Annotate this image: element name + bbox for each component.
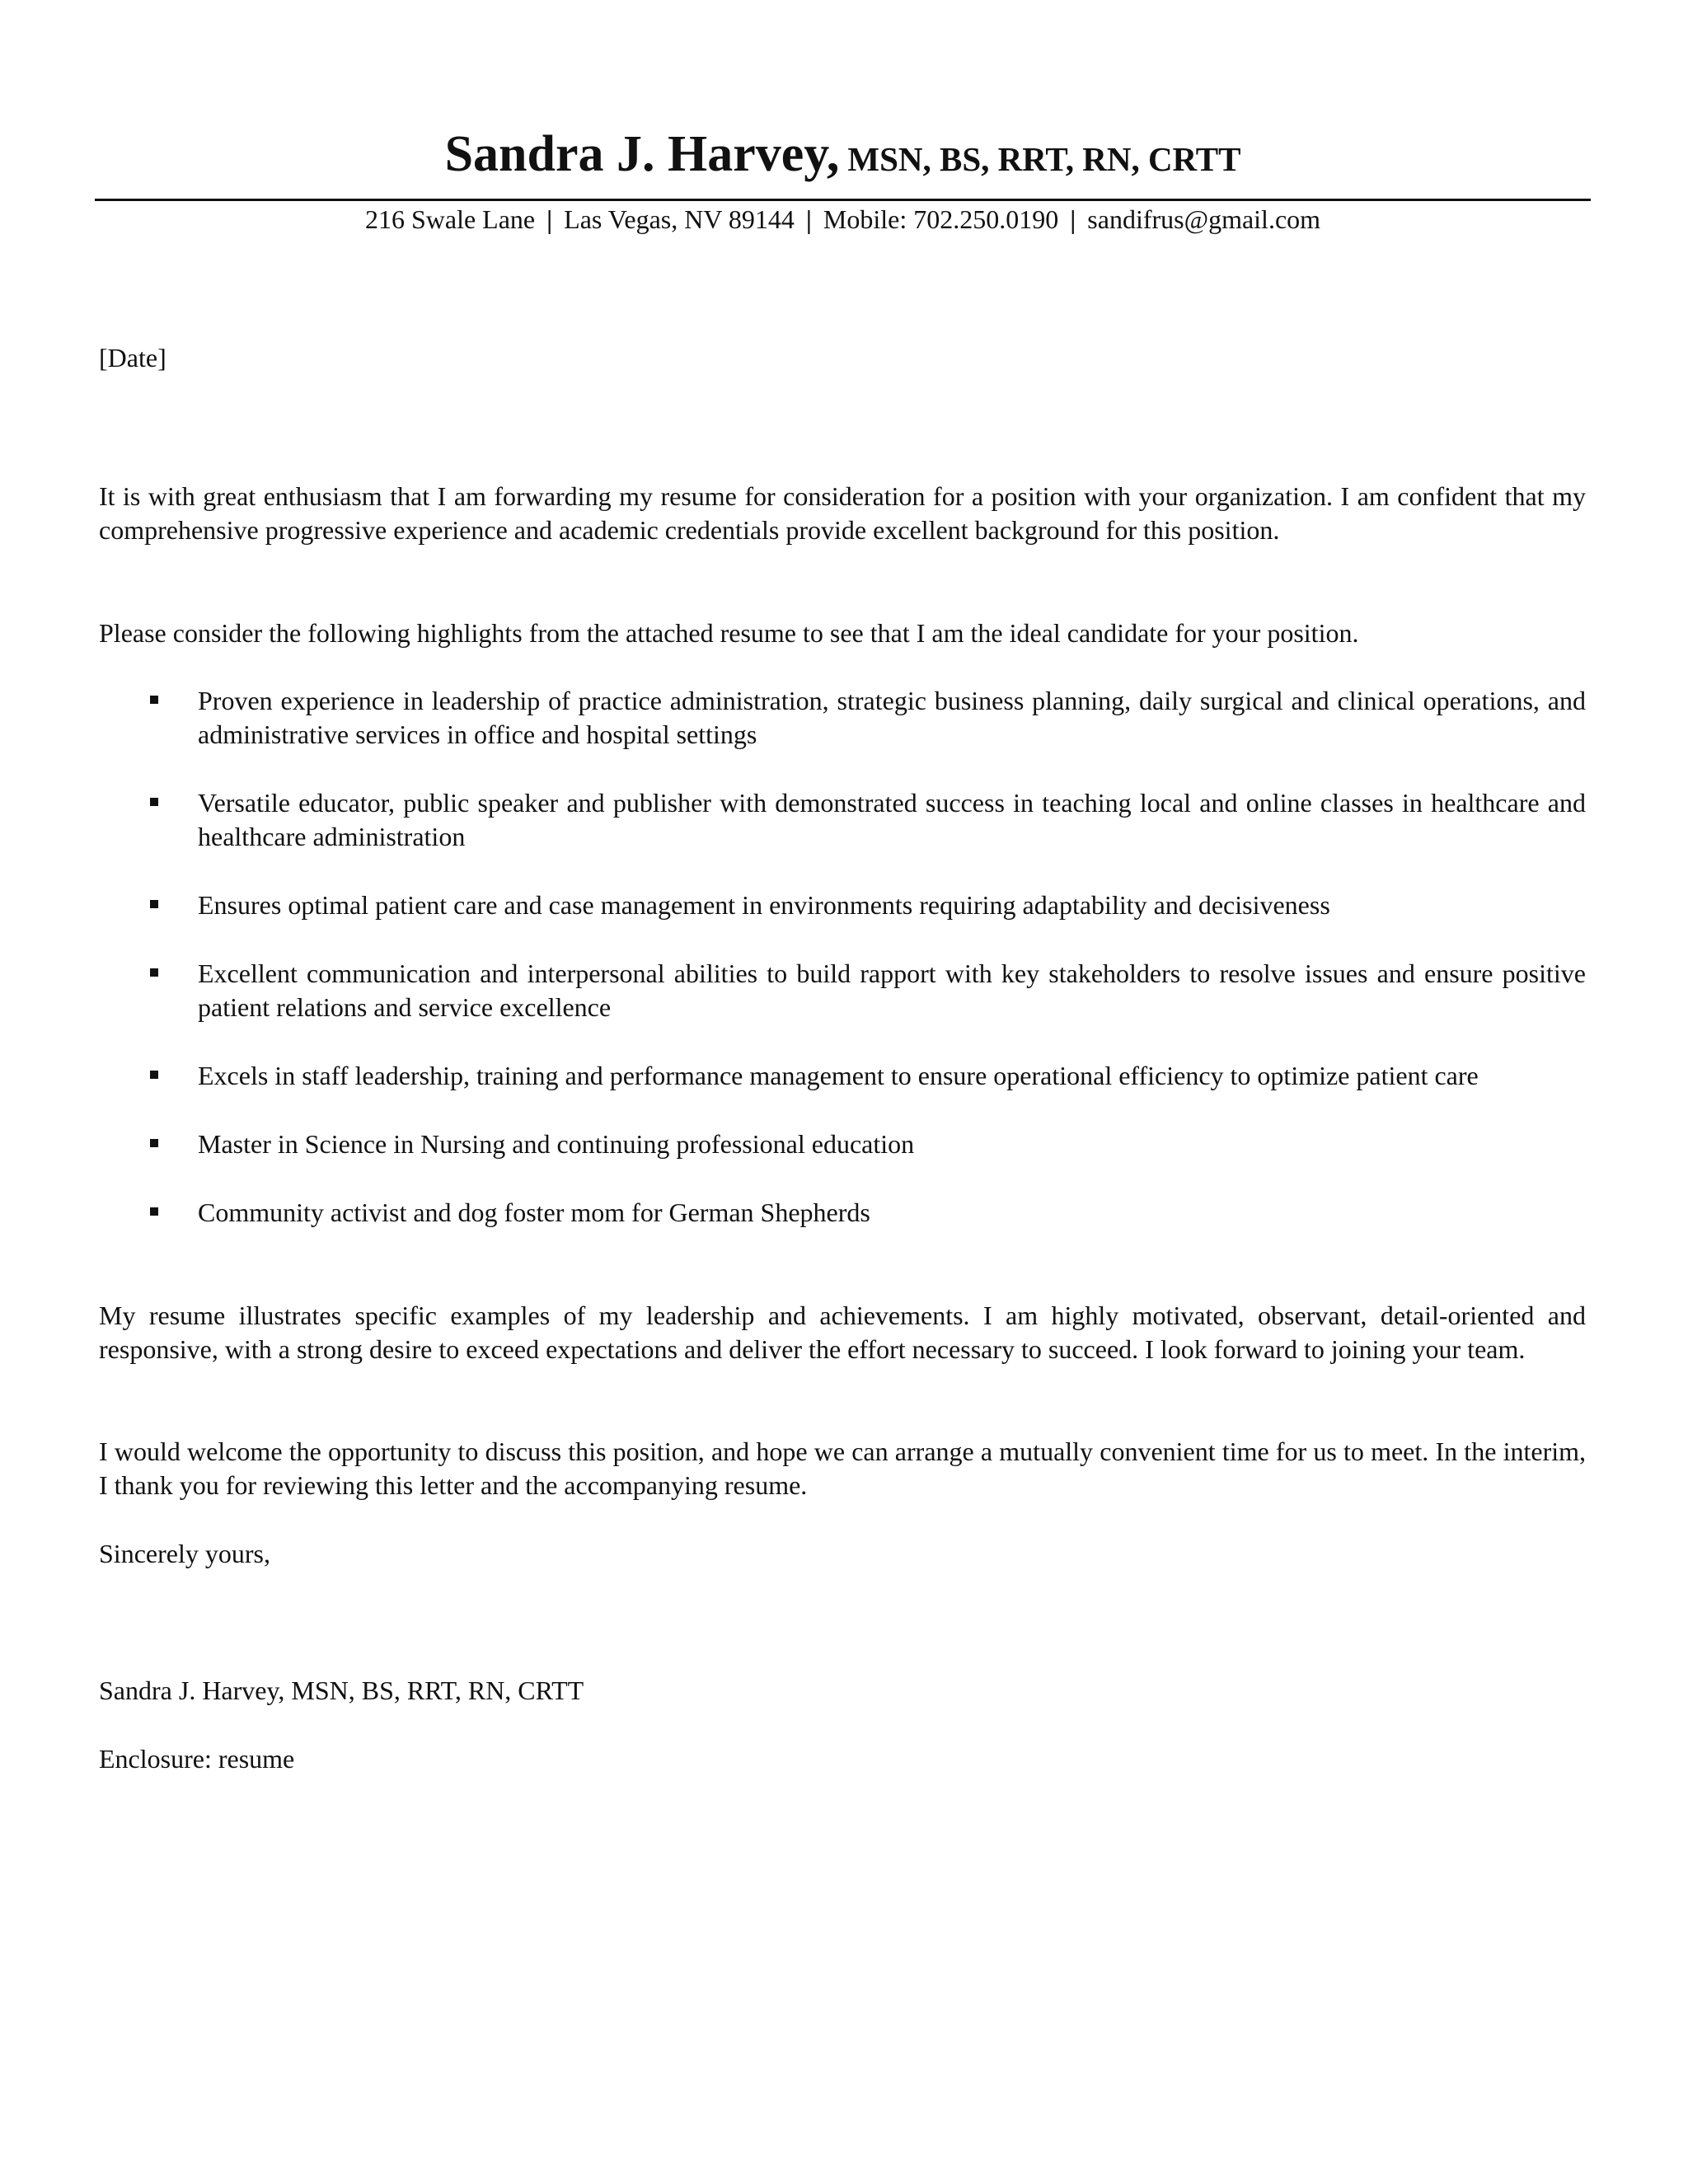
- contact-address: 216 Swale Lane: [364, 204, 536, 234]
- highlights-list: [99, 684, 1586, 1264]
- highlight-item: [99, 684, 1586, 752]
- highlight-item: [99, 1127, 1586, 1161]
- signature-line: Sandra J. Harvey, MSN, BS, RRT, RN, CRTT: [99, 1675, 584, 1705]
- highlight-item: [99, 888, 1586, 922]
- square-bullet-icon: [150, 900, 158, 908]
- applicant-name: Sandra J. Harvey,: [444, 126, 840, 182]
- highlight-text: Ensures optimal patient care and case management in environments requiring adaptability and decisiveness: [198, 890, 1330, 920]
- square-bullet-icon: [150, 798, 158, 806]
- intro-paragraph: It is with great enthusiasm that I am forwarding my resume for consideration for a position with your organization. I am confident that my comprehensive progressive experience and academic credentials provide excellent background for this position.: [99, 481, 1586, 545]
- square-bullet-icon: [150, 1071, 158, 1079]
- square-bullet-icon: [150, 696, 158, 704]
- highlight-item: [99, 786, 1586, 854]
- enclosure-line: Enclosure: resume: [99, 1744, 295, 1774]
- highlight-item: [99, 1196, 1586, 1230]
- contact-line: [95, 204, 1591, 235]
- highlight-text: Versatile educator, public speaker and publisher with demonstrated success in teaching local and online classes in healthcare and healthcare administration: [198, 788, 1586, 851]
- contact-separator: |: [805, 204, 812, 234]
- contact-email[interactable]: sandifrus@gmail.com: [1087, 204, 1321, 234]
- resume-paragraph: My resume illustrates specific examples of my leadership and achievements. I am highly motivated, observant, detail-oriented and responsive, with a strong desire to exceed expectations and deliver the effort necessary to succeed. I look forward to joining your team.: [99, 1301, 1586, 1364]
- highlight-text: Master in Science in Nursing and continuing professional education: [198, 1129, 915, 1159]
- letterhead-divider: [95, 199, 1591, 201]
- square-bullet-icon: [150, 968, 158, 977]
- closing-salutation: Sincerely yours,: [99, 1539, 270, 1568]
- highlight-text: Excels in staff leadership, training and performance management to ensure operational efficiency to optimize patient care: [198, 1061, 1479, 1090]
- letterhead-name: [95, 125, 1591, 184]
- highlight-text: Excellent communication and interpersonal abilities to build rapport with key stakeholders to resolve issues and ensure positive patient relations and service excellence: [198, 958, 1586, 1022]
- welcome-paragraph: I would welcome the opportunity to discuss this position, and hope we can arrange a mutually convenient time for us to meet. In the interim, I thank you for reviewing this letter and the accompanying resume.: [99, 1436, 1586, 1500]
- highlight-item: [99, 1059, 1586, 1093]
- contact-separator: |: [1070, 204, 1076, 234]
- highlight-text: Community activist and dog foster mom for German Shepherds: [198, 1197, 870, 1227]
- contact-phone: Mobile: 702.250.0190: [823, 204, 1059, 234]
- highlight-text: Proven experience in leadership of practice administration, strategic business planning, daily surgical and clinical operations, and administrative services in office and hospital settings: [198, 686, 1586, 749]
- letter-date: [Date]: [99, 343, 166, 373]
- contact-city: Las Vegas, NV 89144: [564, 204, 795, 234]
- square-bullet-icon: [150, 1139, 158, 1147]
- highlights-intro-paragraph: Please consider the following highlights from the attached resume to see that I am the ideal candidate for your position.: [99, 618, 1359, 648]
- applicant-credentials: MSN, BS, RRT, RN, CRTT: [847, 140, 1241, 178]
- contact-separator: |: [546, 204, 553, 234]
- highlight-item: [99, 957, 1586, 1024]
- square-bullet-icon: [150, 1207, 158, 1216]
